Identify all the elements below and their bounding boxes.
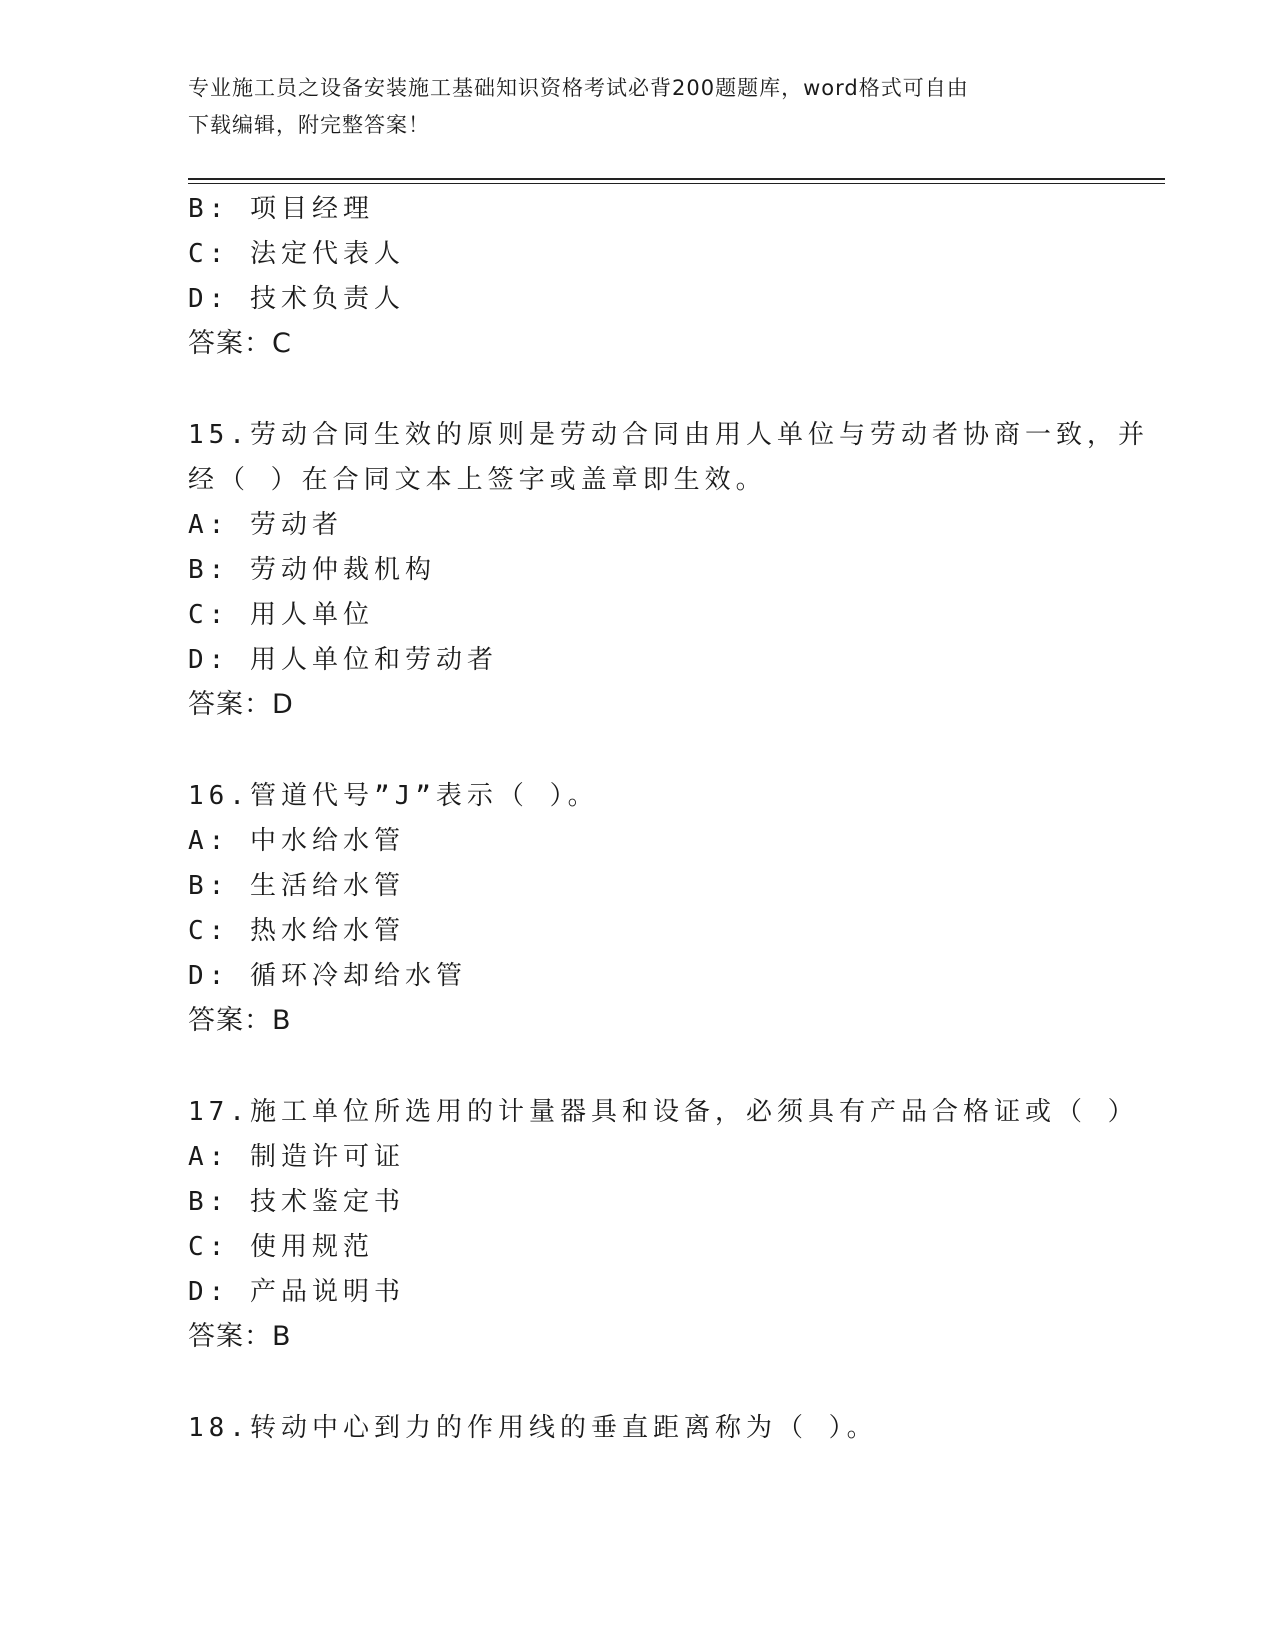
q16-option-d: D: 循环冷却给水管 [188,961,467,991]
q14-answer: 答案：C [188,328,292,359]
q15-stem-line-1: 15.劳动合同生效的原则是劳动合同由用人单位与劳动者协商一致，并 [188,420,1149,450]
q17-option-c: C: 使用规范 [188,1232,374,1262]
q14-option-b: B: 项目经理 [188,194,374,224]
q15-option-b: B: 劳动仲裁机构 [188,555,436,585]
q17-option-d: D: 产品说明书 [188,1277,405,1307]
q16-answer: 答案：B [188,1005,292,1036]
q17-option-a: A: 制造许可证 [188,1142,405,1172]
q16-stem: 16.管道代号”J”表示（ ）。 [188,781,599,811]
q15-option-a: A: 劳动者 [188,510,343,540]
q17-option-b: B: 技术鉴定书 [188,1187,405,1217]
q14-option-c: C: 法定代表人 [188,239,405,269]
header-line-1: 专业施工员之设备安装施工基础知识资格考试必背200题题库，word格式可自由 [188,76,969,100]
q15-option-d: D: 用人单位和劳动者 [188,645,498,675]
q14-option-d: D: 技术负责人 [188,284,405,314]
header-line-2: 下载编辑，附完整答案！ [188,113,430,137]
document-header [188,70,1088,144]
q17-answer: 答案：B [188,1321,292,1352]
q16-option-c: C: 热水给水管 [188,916,405,946]
q16-option-b: B: 生活给水管 [188,871,405,901]
q15-option-c: C: 用人单位 [188,600,374,630]
q15-stem-line-2: 经（ ）在合同文本上签字或盖章即生效。 [188,465,767,495]
q16-option-a: A: 中水给水管 [188,826,405,856]
header-divider-thin [188,183,1165,184]
q18-stem: 18.转动中心到力的作用线的垂直距离称为（ ）。 [188,1413,878,1443]
q17-stem: 17.施工单位所选用的计量器具和设备，必须具有产品合格证或（ ） [188,1097,1139,1127]
q15-answer: 答案：D [188,689,294,720]
header-divider-thick [188,178,1165,180]
